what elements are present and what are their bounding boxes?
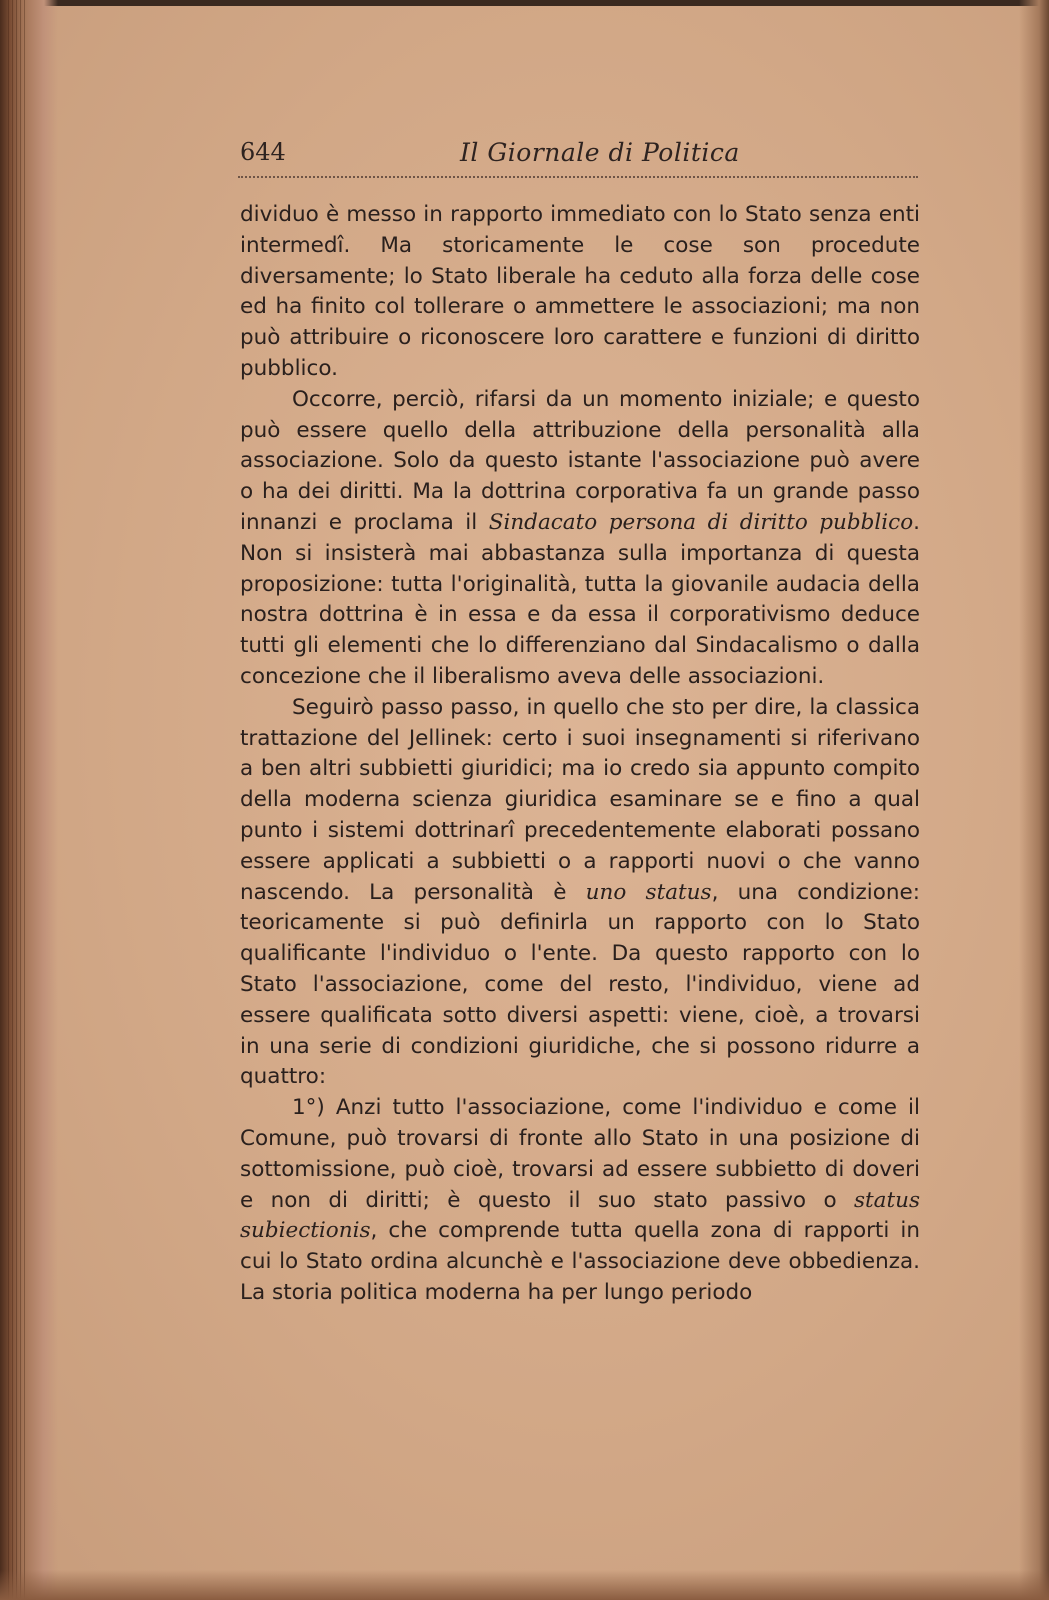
text-run: . Non si insisterà mai abbastanza sulla importanza di questa proposizione: tutta l'originalità, tutta la giovanile audacia della nostra dottrina è in essa e da essa il corporativismo deduce tutti gli elementi che lo differenziano dal Sindacalismo o dalla concezione che il liberalismo aveva delle associazioni.	[240, 509, 920, 689]
page-top-edge	[0, 0, 1049, 6]
text-run: , che comprende tutta quella zona di rapporti in cui lo Stato ordina alcunchè e l'associazione deve obbedienza. La storia politica moderna ha per lungo periodo	[240, 1218, 920, 1305]
text-run: dividuo è messo in rapporto immediato con lo Stato senza enti intermedî. Ma storicamente le cose son procedute diversamente; lo Stato liberale ha ceduto alla forza delle cose ed ha finito col tollerare o ammettere le associazioni; ma non può attribuire o riconoscere loro carattere e funzioni di diritto pubblico.	[240, 202, 920, 381]
paragraph	[240, 693, 920, 1093]
page-right-edge	[1019, 0, 1049, 1600]
italic-phrase: status subiectionis	[240, 1187, 920, 1244]
italic-phrase: uno status	[585, 879, 712, 905]
body-text	[240, 200, 920, 1309]
text-run: 1°) Anzi tutto l'associazione, come l'individuo e come il Comune, può trovarsi di fronte allo Stato in una posizione di sottomissione, può cioè, trovarsi ad essere subbietto di doveri e non di diritti; è questo il suo stato passivo o	[240, 1095, 920, 1213]
text-run: Seguirò passo passo, in quello che sto per dire, la classica trattazione del Jellinek: certo i suoi insegnamenti si riferivano a ben altri subbietti giuridici; ma io credo sia appunto compito della moderna scienza giuridica esaminare se e fino a qual punto i sistemi dottrinarî precedentemente elaborati possano essere applicati a subbietti o a rapporti nuovi o che vanno nascendo. La personalità è	[240, 694, 920, 905]
paragraph	[240, 1093, 920, 1309]
paragraph	[240, 200, 920, 385]
running-head	[240, 132, 920, 172]
text-run: Occorre, perciò, rifarsi da un momento iniziale; e questo può essere quello della attribuzione della personalità alla associazione. Solo da questo istante l'associazione può avere o ha dei diritti. Ma la dottrina corporativa fa un grande passo innanzi e proclama il	[240, 386, 920, 535]
journal-title: Il Giornale di Politica	[460, 138, 740, 167]
text-run: , una condizione: teoricamente si può definirla un rapporto con lo Stato qualificante l'individuo o l'ente. Da questo rapporto con lo Stato l'associazione, come del resto, l'individuo, viene ad essere qualificata sotto diversi aspetti: viene, cioè, a trovarsi in una serie di condizioni giuridiche, che si possono ridurre a quattro:	[240, 879, 921, 1090]
page-bottom-edge	[0, 1570, 1049, 1600]
italic-phrase: Sindacato persona di diritto pubblico	[488, 509, 914, 535]
paragraph	[240, 385, 920, 693]
page-number: 644	[240, 138, 286, 166]
header-dotted-rule	[238, 176, 918, 178]
page-stack-lines	[8, 0, 28, 1600]
